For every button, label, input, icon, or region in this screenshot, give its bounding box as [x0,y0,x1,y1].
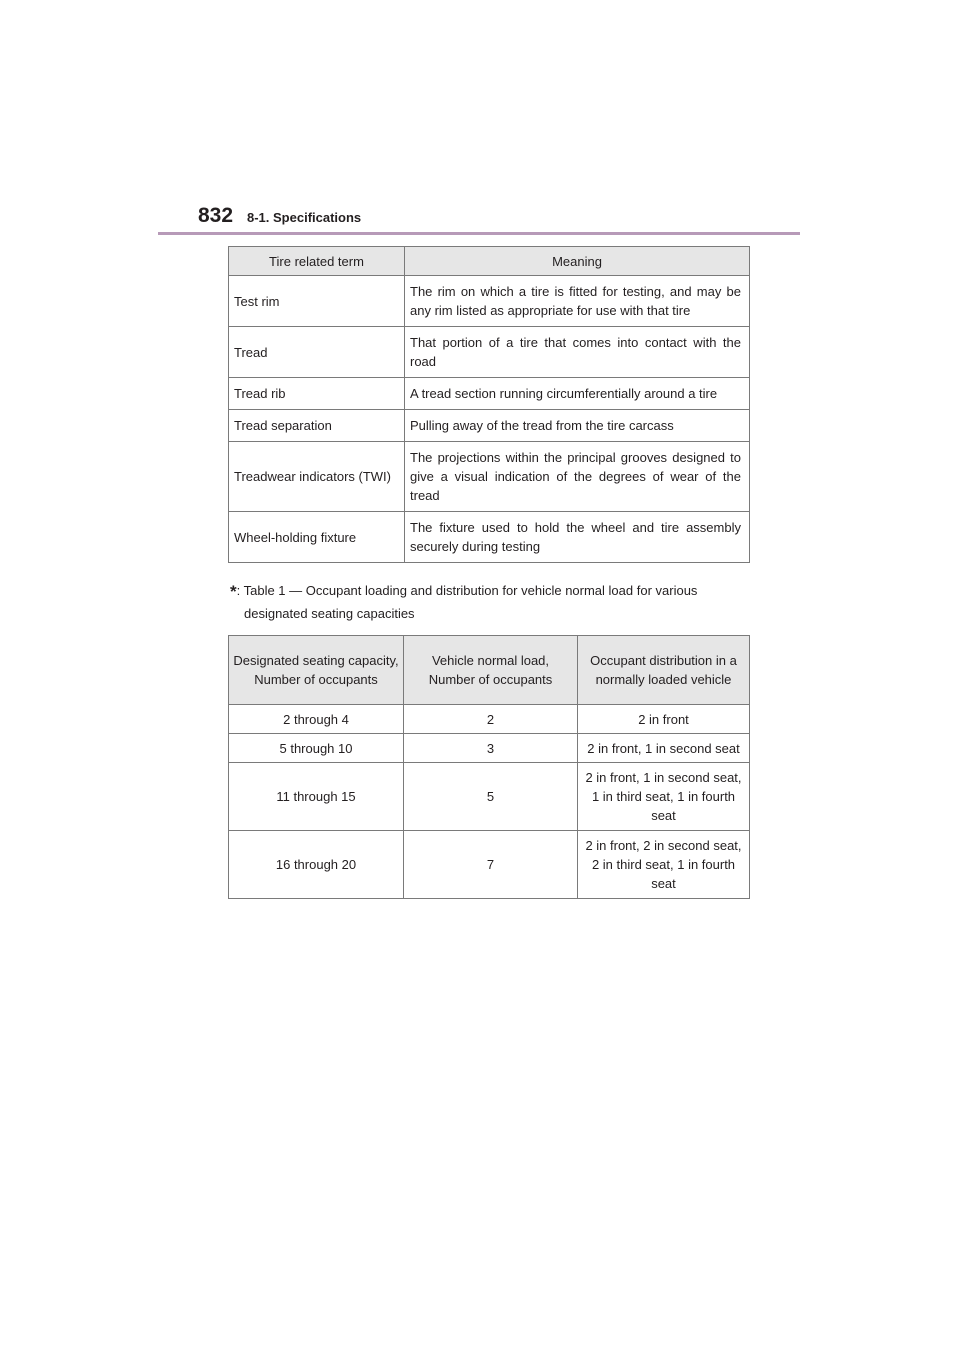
footnote [230,580,760,625]
table-row [229,831,750,899]
normal-load-cell: 3 [404,734,578,763]
table-row [229,512,750,563]
term-cell: Tread rib [229,378,405,410]
table-row [229,734,750,763]
normal-load-cell: 2 [404,705,578,734]
occupant-load-table [228,635,750,899]
distribution-cell: 2 in front, 1 in second seat [578,734,750,763]
table-row [229,442,750,512]
footnote-line-2: designated seating capacities [244,606,415,621]
column-header-distribution: Occupant distribution in a normally loaded vehicle [578,636,750,705]
table-header-row [229,636,750,705]
term-cell: Wheel-holding fixture [229,512,405,563]
table-row [229,327,750,378]
capacity-cell: 11 through 15 [229,763,404,831]
meaning-cell: The rim on which a tire is fitted for testing, and may be any rim listed as appropriate for use with that tire [405,276,750,327]
table-row [229,378,750,410]
column-header-term: Tire related term [229,247,405,276]
section-title: 8-1. Specifications [247,210,362,225]
term-cell: Treadwear indicators (TWI) [229,442,405,512]
term-cell: Tread separation [229,410,405,442]
table-row [229,705,750,734]
column-header-normal-load: Vehicle normal load, Number of occupants [404,636,578,705]
meaning-cell: Pulling away of the tread from the tire carcass [405,410,750,442]
meaning-cell: That portion of a tire that comes into contact with the road [405,327,750,378]
table-header-row [229,247,750,276]
table-row [229,276,750,327]
footnote-marker: * [230,582,237,601]
capacity-cell: 2 through 4 [229,705,404,734]
meaning-cell: The projections within the principal grooves designed to give a visual indication of the degrees of wear of the tread [405,442,750,512]
capacity-cell: 16 through 20 [229,831,404,899]
term-cell: Test rim [229,276,405,327]
page-header [198,204,800,234]
column-header-capacity: Designated seating capacity, Number of occupants [229,636,404,705]
table-row [229,410,750,442]
meaning-cell: A tread section running circumferentially around a tire [405,378,750,410]
distribution-cell: 2 in front, 2 in second seat, 2 in third seat, 1 in fourth seat [578,831,750,899]
column-header-meaning: Meaning [405,247,750,276]
tire-terms-table [228,246,750,563]
normal-load-cell: 5 [404,763,578,831]
term-cell: Tread [229,327,405,378]
distribution-cell: 2 in front [578,705,750,734]
footnote-line-1: : Table 1 — Occupant loading and distribution for vehicle normal load for various [236,583,698,598]
distribution-cell: 2 in front, 1 in second seat, 1 in third seat, 1 in fourth seat [578,763,750,831]
meaning-cell: The fixture used to hold the wheel and tire assembly securely during testing [405,512,750,563]
header-divider [158,232,800,235]
page-number: 832 [198,204,234,227]
normal-load-cell: 7 [404,831,578,899]
table-row [229,763,750,831]
capacity-cell: 5 through 10 [229,734,404,763]
